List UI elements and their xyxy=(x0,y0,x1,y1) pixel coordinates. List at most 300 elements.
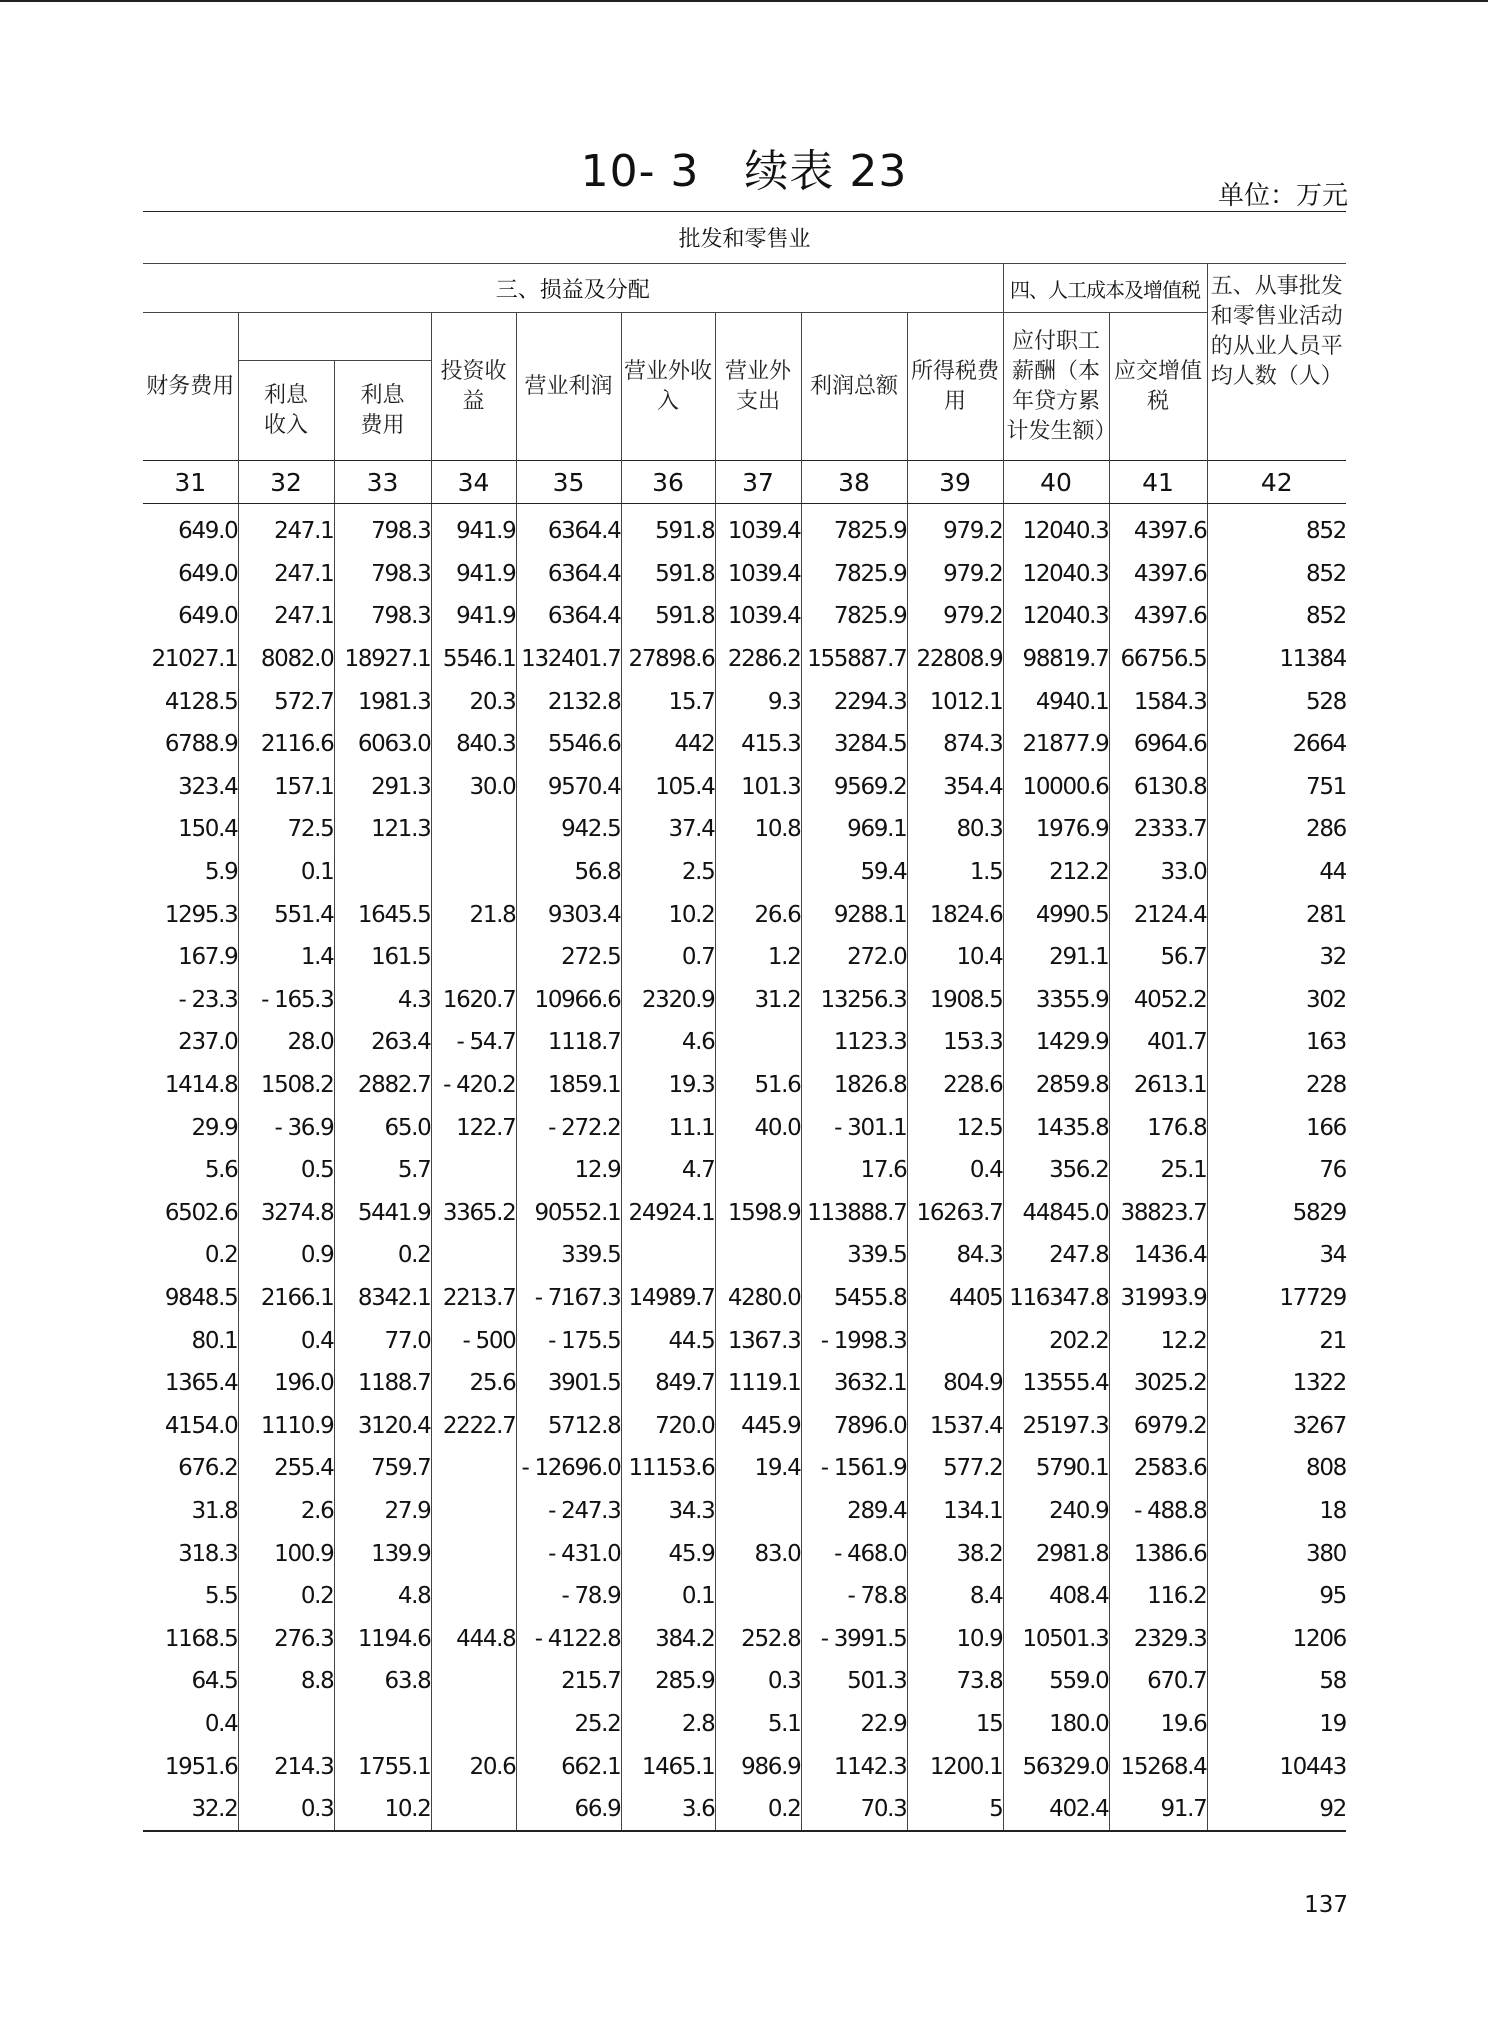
table-cell: 302 xyxy=(1207,979,1346,1022)
header-c38: 利润总额 xyxy=(801,313,907,461)
table-cell: 25.6 xyxy=(431,1362,516,1405)
table-cell: 10.2 xyxy=(621,893,715,936)
table-cell: 979.2 xyxy=(907,553,1003,596)
table-cell: 798.3 xyxy=(334,553,431,596)
table-cell xyxy=(431,1490,516,1533)
table-cell: 11.1 xyxy=(621,1106,715,1149)
table-cell: 4154.0 xyxy=(164,1412,238,1439)
table-cell xyxy=(715,1490,801,1533)
table-cell: 83.0 xyxy=(715,1532,801,1575)
table-cell: - 165.3 xyxy=(238,979,334,1022)
table-cell: 77.0 xyxy=(334,1319,431,1362)
table-cell: 979.2 xyxy=(907,595,1003,638)
table-cell: 5 xyxy=(907,1788,1003,1832)
table-cell: 4940.1 xyxy=(1003,680,1109,723)
top-border-line xyxy=(0,0,1488,2)
table-cell: 116347.8 xyxy=(1003,1277,1109,1320)
table-row xyxy=(143,553,1346,596)
table-cell: 0.1 xyxy=(238,851,334,894)
table-cell: - 247.3 xyxy=(516,1490,621,1533)
table-cell: 72.5 xyxy=(238,808,334,851)
table-cell: 15.7 xyxy=(621,680,715,723)
table-cell: 15268.4 xyxy=(1109,1745,1207,1788)
table-cell: 76 xyxy=(1207,1149,1346,1192)
table-cell: 3025.2 xyxy=(1109,1362,1207,1405)
table-cell: 11384 xyxy=(1207,638,1346,681)
table-cell: 12040.3 xyxy=(1003,595,1109,638)
table-cell: - 23.3 xyxy=(178,986,238,1013)
table-cell: 591.8 xyxy=(621,504,715,553)
table-cell xyxy=(715,1149,801,1192)
table-cell: 5455.8 xyxy=(801,1277,907,1320)
table-cell: 12040.3 xyxy=(1003,504,1109,553)
table-cell: 10443 xyxy=(1207,1745,1346,1788)
table-cell: 5441.9 xyxy=(334,1192,431,1235)
header-c39: 所得税费用 xyxy=(907,313,1003,461)
table-cell: 941.9 xyxy=(431,504,516,553)
table-cell: 5712.8 xyxy=(516,1404,621,1447)
table-cell: 670.7 xyxy=(1109,1660,1207,1703)
table-cell: 132401.7 xyxy=(516,638,621,681)
table-cell xyxy=(431,1234,516,1277)
table-cell xyxy=(431,808,516,851)
col-num: 32 xyxy=(238,461,334,504)
table-cell: 237.0 xyxy=(178,1029,238,1056)
table-cell: 70.3 xyxy=(801,1788,907,1832)
table-cell: 58 xyxy=(1207,1660,1346,1703)
table-cell: 1168.5 xyxy=(164,1625,238,1652)
table-cell: 134.1 xyxy=(907,1490,1003,1533)
table-cell: 255.4 xyxy=(238,1447,334,1490)
table-cell: 339.5 xyxy=(801,1234,907,1277)
table-cell: 247.1 xyxy=(238,553,334,596)
table-cell: 5.6 xyxy=(204,1157,238,1184)
table-cell: 0.3 xyxy=(238,1788,334,1832)
table-cell: 759.7 xyxy=(334,1447,431,1490)
table-cell: 31.2 xyxy=(715,979,801,1022)
table-cell: 8342.1 xyxy=(334,1277,431,1320)
table-cell xyxy=(334,851,431,894)
table-cell: 2294.3 xyxy=(801,680,907,723)
table-row xyxy=(143,1319,1346,1362)
table-cell: 4128.5 xyxy=(164,688,238,715)
table-cell: 92 xyxy=(1207,1788,1346,1832)
table-cell: - 12696.0 xyxy=(516,1447,621,1490)
header-c35: 营业利润 xyxy=(516,313,621,461)
table-cell: 9303.4 xyxy=(516,893,621,936)
table-cell: - 36.9 xyxy=(238,1106,334,1149)
table-body xyxy=(143,504,1346,1832)
table-cell: 986.9 xyxy=(715,1745,801,1788)
table-cell: 66756.5 xyxy=(1109,638,1207,681)
table-cell: 22.9 xyxy=(801,1703,907,1746)
table-cell: - 272.2 xyxy=(516,1106,621,1149)
table-row xyxy=(143,1660,1346,1703)
table-cell xyxy=(715,1234,801,1277)
table-cell: 34.3 xyxy=(621,1490,715,1533)
table-cell: 212.2 xyxy=(1003,851,1109,894)
table-row xyxy=(143,1149,1346,1192)
table-cell: 19.3 xyxy=(621,1064,715,1107)
table-cell: 1194.6 xyxy=(334,1617,431,1660)
table-cell: 8.8 xyxy=(238,1660,334,1703)
table-cell: 291.1 xyxy=(1003,936,1109,979)
table-cell: 649.0 xyxy=(178,518,238,545)
table-cell: 3355.9 xyxy=(1003,979,1109,1022)
table-cell: 6502.6 xyxy=(164,1199,238,1226)
table-cell xyxy=(621,1234,715,1277)
table-cell: 80.1 xyxy=(191,1327,238,1354)
table-cell: 577.2 xyxy=(907,1447,1003,1490)
table-cell: 25.2 xyxy=(516,1703,621,1746)
table-cell: 37.4 xyxy=(621,808,715,851)
table-cell: 281 xyxy=(1207,893,1346,936)
table-cell: 31993.9 xyxy=(1109,1277,1207,1320)
table-row xyxy=(143,1362,1346,1405)
table-row xyxy=(143,808,1346,851)
table-cell: 1755.1 xyxy=(334,1745,431,1788)
table-cell: 1976.9 xyxy=(1003,808,1109,851)
table-cell: 101.3 xyxy=(715,766,801,809)
table-cell: 572.7 xyxy=(238,680,334,723)
table-cell: 0.2 xyxy=(204,1242,238,1269)
table-row xyxy=(143,595,1346,638)
table-cell: 852 xyxy=(1207,595,1346,638)
table-row xyxy=(143,1575,1346,1618)
table-cell: 4397.6 xyxy=(1109,595,1207,638)
table-cell: 10.4 xyxy=(907,936,1003,979)
table-cell: 720.0 xyxy=(621,1404,715,1447)
table-row xyxy=(143,1021,1346,1064)
table-cell: 649.0 xyxy=(178,560,238,587)
table-row xyxy=(143,680,1346,723)
table-cell: 4052.2 xyxy=(1109,979,1207,1022)
table-cell: - 54.7 xyxy=(431,1021,516,1064)
table-cell: 10.8 xyxy=(715,808,801,851)
page-number: 137 xyxy=(1304,1892,1348,1918)
table-cell: 9569.2 xyxy=(801,766,907,809)
table-cell: 63.8 xyxy=(334,1660,431,1703)
col-num: 39 xyxy=(907,461,1003,504)
table-cell: 25197.3 xyxy=(1003,1404,1109,1447)
table-cell: - 500 xyxy=(431,1319,516,1362)
table-cell: 751 xyxy=(1207,766,1346,809)
table-cell: 2613.1 xyxy=(1109,1064,1207,1107)
table-cell xyxy=(715,1575,801,1618)
table-cell: 1826.8 xyxy=(801,1064,907,1107)
table-cell: 44.5 xyxy=(621,1319,715,1362)
table-cell: 25.1 xyxy=(1109,1149,1207,1192)
table-cell: 4280.0 xyxy=(715,1277,801,1320)
table-cell: 56.7 xyxy=(1109,936,1207,979)
table-cell: 18 xyxy=(1207,1490,1346,1533)
table-cell: 28.0 xyxy=(238,1021,334,1064)
section4-header: 四、人工成本及增值税 xyxy=(1003,264,1207,313)
table-cell: 1465.1 xyxy=(621,1745,715,1788)
table-cell: - 1998.3 xyxy=(801,1319,907,1362)
table-cell: 228 xyxy=(1207,1064,1346,1107)
header-c34: 投资收益 xyxy=(431,313,516,461)
header-c36: 营业外收入 xyxy=(621,313,715,461)
table-cell: 2.6 xyxy=(238,1490,334,1533)
table-row xyxy=(143,504,1346,553)
table-cell: 215.7 xyxy=(516,1660,621,1703)
table-cell: 40.0 xyxy=(715,1106,801,1149)
table-cell: 840.3 xyxy=(431,723,516,766)
table-cell: 13555.4 xyxy=(1003,1362,1109,1405)
table-cell: 18927.1 xyxy=(334,638,431,681)
table-cell: 14989.7 xyxy=(621,1277,715,1320)
table-cell: 1537.4 xyxy=(907,1404,1003,1447)
table-cell: 401.7 xyxy=(1109,1021,1207,1064)
table-cell: 798.3 xyxy=(334,504,431,553)
table-cell: 247.1 xyxy=(238,504,334,553)
table-cell: 5.7 xyxy=(334,1149,431,1192)
table-cell: 24924.1 xyxy=(621,1192,715,1235)
table-cell: 150.4 xyxy=(178,816,238,843)
table-cell: 32.2 xyxy=(143,1788,238,1832)
table-cell: 29.9 xyxy=(191,1114,238,1141)
table-cell: 7896.0 xyxy=(801,1404,907,1447)
table-cell: 1981.3 xyxy=(334,680,431,723)
table-cell: 161.5 xyxy=(334,936,431,979)
table-cell xyxy=(431,1788,516,1832)
table-row xyxy=(143,979,1346,1022)
table-cell: 0.5 xyxy=(238,1149,334,1192)
table-cell: 1620.7 xyxy=(431,979,516,1022)
table-cell: 4.8 xyxy=(334,1575,431,1618)
table-cell: 10.2 xyxy=(334,1788,431,1832)
col-num: 40 xyxy=(1003,461,1109,504)
col-num: 37 xyxy=(715,461,801,504)
table-cell: 1365.4 xyxy=(164,1370,238,1397)
table-cell: 73.8 xyxy=(907,1660,1003,1703)
table-cell: 444.8 xyxy=(431,1617,516,1660)
table-cell: 1119.1 xyxy=(715,1362,801,1405)
col-num: 38 xyxy=(801,461,907,504)
table-cell: 272.5 xyxy=(516,936,621,979)
table-cell: 56.8 xyxy=(516,851,621,894)
table-cell: 9.3 xyxy=(715,680,801,723)
table-cell: 1386.6 xyxy=(1109,1532,1207,1575)
table-cell: 3267 xyxy=(1207,1404,1346,1447)
table-cell: 323.4 xyxy=(178,773,238,800)
table-cell: 408.4 xyxy=(1003,1575,1109,1618)
table-cell xyxy=(431,1447,516,1490)
table-cell: 65.0 xyxy=(334,1106,431,1149)
table-cell: 12.5 xyxy=(907,1106,1003,1149)
table-cell: - 468.0 xyxy=(801,1532,907,1575)
table-cell xyxy=(431,1532,516,1575)
table-cell: 17729 xyxy=(1207,1277,1346,1320)
table-cell: 167.9 xyxy=(178,944,238,971)
table-cell: 91.7 xyxy=(1109,1788,1207,1832)
table-cell: 7825.9 xyxy=(801,595,907,638)
table-cell: 2882.7 xyxy=(334,1064,431,1107)
table-cell: 5790.1 xyxy=(1003,1447,1109,1490)
table-cell xyxy=(334,1703,431,1746)
table-cell: 3274.8 xyxy=(238,1192,334,1235)
table-cell: 105.4 xyxy=(621,766,715,809)
table-cell: 10966.6 xyxy=(516,979,621,1022)
table-cell: 34 xyxy=(1207,1234,1346,1277)
table-cell: 852 xyxy=(1207,504,1346,553)
table-cell: 122.7 xyxy=(431,1106,516,1149)
table-cell: 240.9 xyxy=(1003,1490,1109,1533)
table-cell: 19 xyxy=(1207,1703,1346,1746)
table-cell: 6788.9 xyxy=(164,731,238,758)
table-cell xyxy=(431,1660,516,1703)
table-cell xyxy=(238,1703,334,1746)
table-cell: 1188.7 xyxy=(334,1362,431,1405)
table-cell: 501.3 xyxy=(801,1660,907,1703)
table-cell: 1142.3 xyxy=(801,1745,907,1788)
table-row xyxy=(143,1447,1346,1490)
table-cell: 12.2 xyxy=(1109,1319,1207,1362)
table-cell: - 78.9 xyxy=(516,1575,621,1618)
table-cell: 5829 xyxy=(1207,1192,1346,1235)
table-cell: 285.9 xyxy=(621,1660,715,1703)
table-cell: 84.3 xyxy=(907,1234,1003,1277)
table-cell: 247.8 xyxy=(1003,1234,1109,1277)
table-cell: 662.1 xyxy=(516,1745,621,1788)
table-cell: 1508.2 xyxy=(238,1064,334,1107)
table-cell: 196.0 xyxy=(238,1362,334,1405)
table-cell: 252.8 xyxy=(715,1617,801,1660)
table-cell: 20.3 xyxy=(431,680,516,723)
table-cell: 2583.6 xyxy=(1109,1447,1207,1490)
table-cell: 3.6 xyxy=(621,1788,715,1832)
table-cell: 1436.4 xyxy=(1109,1234,1207,1277)
table-cell: 44 xyxy=(1207,851,1346,894)
table-cell: - 420.2 xyxy=(431,1064,516,1107)
table-row xyxy=(143,1404,1346,1447)
table-cell: 166 xyxy=(1207,1106,1346,1149)
table-cell: 528 xyxy=(1207,680,1346,723)
table-cell: 559.0 xyxy=(1003,1660,1109,1703)
table-cell: 384.2 xyxy=(621,1617,715,1660)
table-cell: 318.3 xyxy=(178,1540,238,1567)
col-num: 33 xyxy=(334,461,431,504)
table-cell: 286 xyxy=(1207,808,1346,851)
table-row xyxy=(143,1617,1346,1660)
table-cell xyxy=(431,936,516,979)
table-cell: 27.9 xyxy=(334,1490,431,1533)
table-cell: 1.5 xyxy=(907,851,1003,894)
table-cell: 3365.2 xyxy=(431,1192,516,1235)
table-cell: 445.9 xyxy=(715,1404,801,1447)
table-cell: 0.2 xyxy=(238,1575,334,1618)
table-cell: 6964.6 xyxy=(1109,723,1207,766)
table-cell: 1951.6 xyxy=(164,1753,238,1780)
table-cell: 804.9 xyxy=(907,1362,1003,1405)
table-cell: 2286.2 xyxy=(715,638,801,681)
table-cell: 1200.1 xyxy=(907,1745,1003,1788)
table-cell: 12.9 xyxy=(516,1149,621,1192)
table-cell: 3284.5 xyxy=(801,723,907,766)
col-num: 42 xyxy=(1207,461,1346,504)
table-cell: 1206 xyxy=(1207,1617,1346,1660)
table-cell: 95 xyxy=(1207,1575,1346,1618)
table-cell: 676.2 xyxy=(178,1455,238,1482)
table-cell: - 488.8 xyxy=(1109,1490,1207,1533)
table-cell: 214.3 xyxy=(238,1745,334,1788)
table-cell: - 3991.5 xyxy=(801,1617,907,1660)
table-cell: 116.2 xyxy=(1109,1575,1207,1618)
table-cell: 4.6 xyxy=(621,1021,715,1064)
table-cell: 3632.1 xyxy=(801,1362,907,1405)
table-cell: 4990.5 xyxy=(1003,893,1109,936)
table-cell: - 175.5 xyxy=(516,1319,621,1362)
unit-label: 单位：万元 xyxy=(1217,181,1348,211)
table-cell: - 1561.9 xyxy=(801,1447,907,1490)
table-cell: 15 xyxy=(907,1703,1003,1746)
table-cell: 339.5 xyxy=(516,1234,621,1277)
table-cell: 6364.4 xyxy=(516,595,621,638)
table-row xyxy=(143,766,1346,809)
table-cell: 5546.1 xyxy=(431,638,516,681)
table-cell: 2320.9 xyxy=(621,979,715,1022)
table-cell: 1118.7 xyxy=(516,1021,621,1064)
table-cell: 1.2 xyxy=(715,936,801,979)
table-cell: 1367.3 xyxy=(715,1319,801,1362)
table-cell: 591.8 xyxy=(621,553,715,596)
table-cell: 402.4 xyxy=(1003,1788,1109,1832)
table-cell: 4397.6 xyxy=(1109,504,1207,553)
table-cell: 6063.0 xyxy=(334,723,431,766)
table-cell: 2.5 xyxy=(621,851,715,894)
table-row xyxy=(143,1106,1346,1149)
table-cell: 849.7 xyxy=(621,1362,715,1405)
table-cell xyxy=(431,1703,516,1746)
table-cell: 163 xyxy=(1207,1021,1346,1064)
table-cell: 26.6 xyxy=(715,893,801,936)
table-cell: 852 xyxy=(1207,553,1346,596)
table-cell: 1295.3 xyxy=(164,901,238,928)
table-cell: 121.3 xyxy=(334,808,431,851)
table-row xyxy=(143,1745,1346,1788)
table-cell xyxy=(431,1575,516,1618)
table-cell: 4397.6 xyxy=(1109,553,1207,596)
table-cell: 0.2 xyxy=(715,1788,801,1832)
table-cell: 56329.0 xyxy=(1003,1745,1109,1788)
table-cell: 13256.3 xyxy=(801,979,907,1022)
table-row xyxy=(143,1532,1346,1575)
table-cell: - 78.8 xyxy=(801,1575,907,1618)
table-cell xyxy=(431,851,516,894)
table-cell: 10000.6 xyxy=(1003,766,1109,809)
table-cell: 2.8 xyxy=(621,1703,715,1746)
table-cell: 44845.0 xyxy=(1003,1192,1109,1235)
table-cell: 30.0 xyxy=(431,766,516,809)
table-cell: 0.4 xyxy=(907,1149,1003,1192)
table-cell: 0.9 xyxy=(238,1234,334,1277)
table-cell: 98819.7 xyxy=(1003,638,1109,681)
table-cell: 12040.3 xyxy=(1003,553,1109,596)
table-cell: 66.9 xyxy=(516,1788,621,1832)
table-cell: 1039.4 xyxy=(715,504,801,553)
table-cell: 941.9 xyxy=(431,553,516,596)
table-cell: 1322 xyxy=(1207,1362,1346,1405)
table-cell: 291.3 xyxy=(334,766,431,809)
header-c41: 应交增值税 xyxy=(1109,313,1207,461)
table-cell: 113888.7 xyxy=(801,1192,907,1235)
table-cell: 2132.8 xyxy=(516,680,621,723)
table-cell: 4405 xyxy=(907,1277,1003,1320)
table-cell: 798.3 xyxy=(334,595,431,638)
table-cell: 3120.4 xyxy=(334,1404,431,1447)
table-cell: 5.1 xyxy=(715,1703,801,1746)
